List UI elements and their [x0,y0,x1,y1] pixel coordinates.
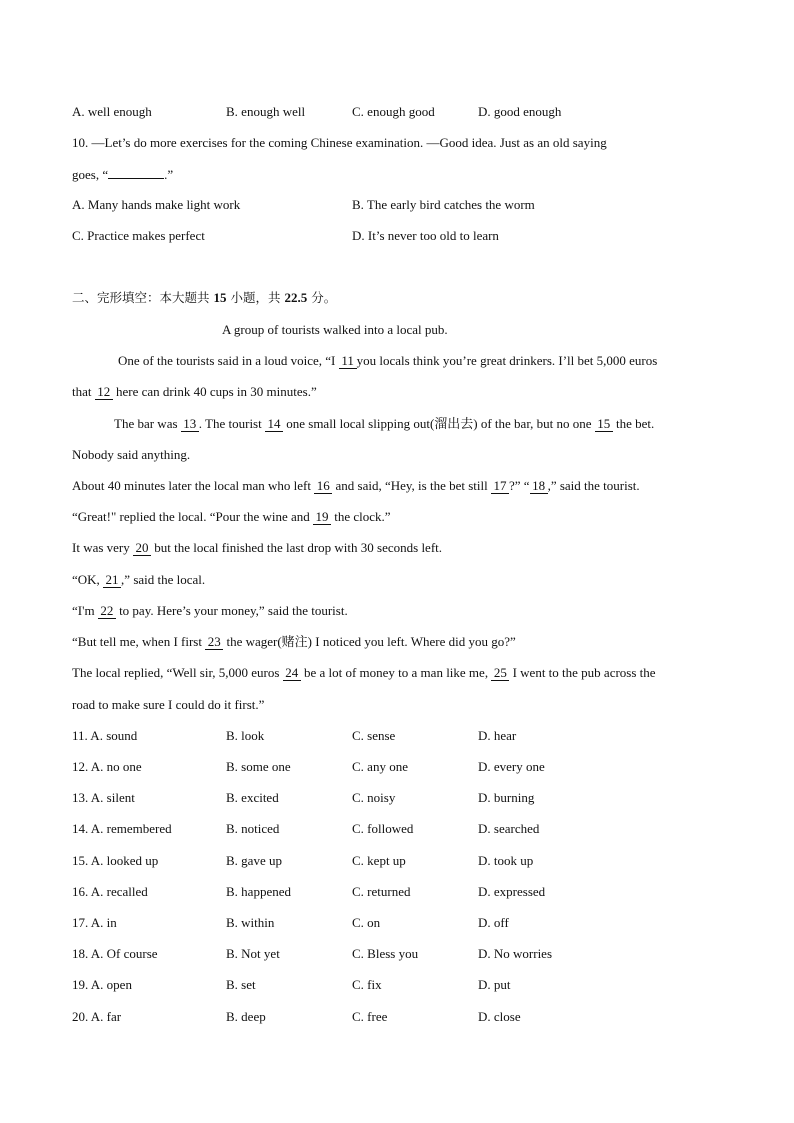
blank-17: 17 [491,479,509,494]
blank-24: 24 [283,666,301,681]
passage-p2: The bar was 13 . The tourist 14 one small local slipping out(溜出去) of the bar, but no one 15 the bet. [114,416,655,431]
blank-19: 19 [313,510,331,525]
blank-13: 13 [181,417,199,432]
blank-16: 16 [314,479,332,494]
passage-p4: “Great!" replied the local. “Pour the wine and 19 the clock.” [72,509,391,524]
passage-p7: “I'm 22 to pay. Here’s your money,” said the tourist. [72,603,348,618]
blank-14: 14 [265,417,283,432]
passage-p9-cont: road to make sure I could do it first.” [72,697,265,712]
q9-option-b: B. enough well [226,104,306,119]
passage-p1-cont: that 12 here can drink 40 cups in 30 minutes.” [72,384,317,399]
passage-p6: “OK, 21 ,” said the local. [72,572,206,587]
q10-option-b: B. The early bird catches the worm [352,197,535,212]
blank-20: 20 [133,541,151,556]
q10-stem-cont: goes, “ .” [72,167,174,182]
blank-21: 21 [103,573,121,588]
passage-p8: “But tell me, when I first 23 the wager(赌注) I noticed you left. Where did you go?” [72,634,516,649]
blank-15: 15 [595,417,613,432]
passage-p1: One of the tourists said in a loud voice, “I 11 you locals think you’re great drinkers. I’ll bet 5,000 euros [118,353,658,368]
q10-option-c: C. Practice makes perfect [72,228,205,243]
blank-25: 25 [491,666,509,681]
q10-option-d: D. It’s never too old to learn [352,228,499,243]
q10-option-a: A. Many hands make light work [72,197,241,212]
q9-option-c: C. enough good [352,104,435,119]
blank-22: 22 [98,604,116,619]
q9-option-a: A. well enough [72,104,152,119]
blank-12: 12 [95,385,113,400]
blank-23: 23 [205,635,223,650]
answer-blank [108,166,164,179]
passage-p3: About 40 minutes later the local man who left 16 and said, “Hey, is the bet still 17 ?” “ 18 ,” said the tourist. [72,478,640,493]
exam-page: A. well enough B. enough well C. enough good D. good enough 10. —Let’s do more exercises for the coming Chinese examination. —Good idea. Just as an old saying goes, “ .” A. Many hands make light work B. The early bird catches the worm C. Practice makes perfect D. It’s never too old to learn 二、完形填空：本大题共 15 小题，共 22.5 分。 A group of tourists walked into a local pub. One of the tourists said in a loud voice, “I 11 you locals think you’re great drinkers. I’ll bet 5,000 euros that 12 here can drink 40 cups in 30 minutes.” The bar was 13 . The tourist 14 one small local slipping out(溜出去) of the bar, but no one 15 the bet. Nobody said anything. About 40 minutes later the local man who left 16 and said, “Hey, is the bet still 17 ?” “ 18 ,” said the tourist. “Great!" replied the local. “Pour the wine and 19 the clock.” It was very 20 but the local finished the last drop with 30 seconds left. “OK, 21 ,” said the local. “I'm 22 to pay. Here’s your money,” said the tourist. “But tell me, when I first 23 the wager(赌注) I noticed you left. Where did you go?” The local replied, “Well sir, 5,000 euros 24 be a lot of money to a man like me, 25 I went to the pub across the road to make sure I could do it first.” 11. A. sound B. look C. sense D. hear 12. A. no one B. some one C. any one D. every one 13. A. silent B. excited C. noisy D. burning 14. A. remembered B. noticed C. followed D. searched 15. A. looked up B. gave up C. kept up D. took up 16. A. recalled B. happened C. returned D. expressed 17. A. in B. within C. on D. off 18. A. Of course B. Not yet C. Bless you D. No worries 19. A. open B. set C. fix D. put 20. A. far B. deep C. free D. close [72,104,658,1024]
passage-p2-cont: Nobody said anything. [72,447,191,462]
passage-p9: The local replied, “Well sir, 5,000 euros 24 be a lot of money to a man like me, 25 I went to the pub across the [72,665,656,680]
q10-stem: 10. —Let’s do more exercises for the coming Chinese examination. —Good idea. Just as an old saying [72,135,607,150]
blank-11: 11 [339,354,357,369]
q9-option-d: D. good enough [478,104,562,119]
passage-title: A group of tourists walked into a local pub. [222,322,448,337]
blank-18: 18 [530,479,548,494]
section-heading: 二、完形填空：本大题共 15 小题，共 22.5 分。 [72,290,337,305]
passage-p5: It was very 20 but the local finished the last drop with 30 seconds left. [72,540,443,555]
